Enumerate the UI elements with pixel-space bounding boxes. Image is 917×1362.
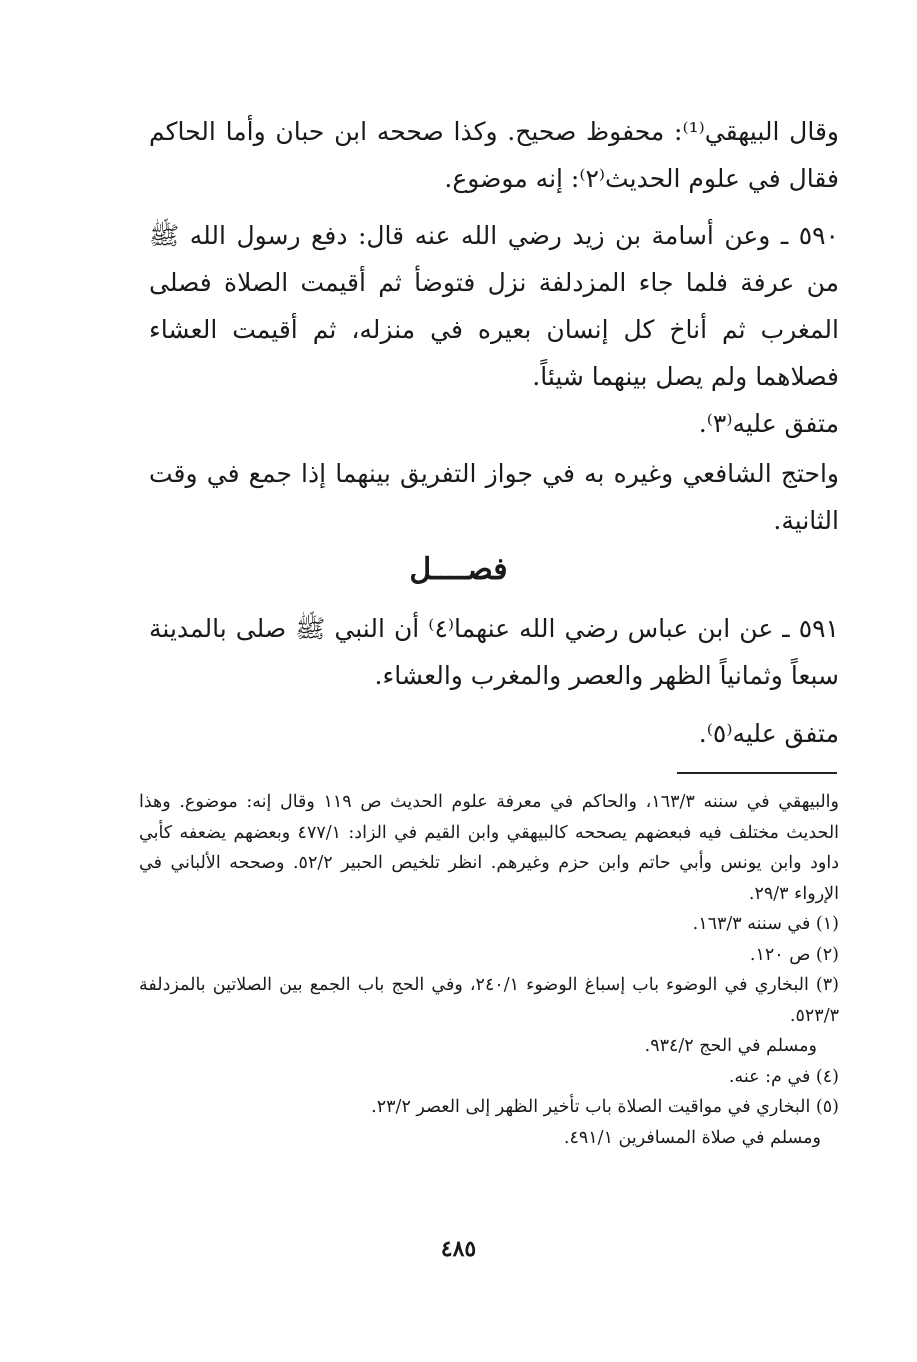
footnote-3-continued: ومسلم في الحج ٩٣٤/٢. [644,1036,817,1056]
hadith-590-source: متفق عليه⁽٣⁾. [698,409,839,438]
paragraph-shafii: واحتج الشافعي وغيره به في جواز التفريق بينهما إذا جمع في وقت الثانية. [149,459,839,535]
hadith-590: ٥٩٠ ـ وعن أسامة بن زيد رضي الله عنه قال: دفع رسول الله ﷺ من عرفة فلما جاء المزدلفة نزل فتوضأ ثم أقيمت الصلاة فصلى المغرب ثم أناخ كل إنسان بعيره في منزله، ثم أقيمت العشاء فصلاهما ولم يصل بينهما شيئاً. [149,221,839,391]
page-number: ٤٨٥ [440,1236,477,1262]
paragraph-bayhaqi: وقال البيهقي⁽¹⁾: محفوظ صحيح. وكذا صححه ابن حبان وأما الحاكم فقال في علوم الحديث⁽٢⁾: إنه موضوع. [149,117,839,193]
footnote-3: (٣) البخاري في الوضوء باب إسباغ الوضوء ٢٤٠/١، وفي الحج باب الجمع بين الصلاتين بالمزدلفة ٥٢٣/٣. [139,975,839,1026]
footnote-5: (٥) البخاري في مواقيت الصلاة باب تأخير الظهر إلى العصر ٢٣/٢. [371,1097,839,1117]
footnote-1: (١) في سننه ١٦٣/٣. [692,914,839,934]
hadith-591-source: متفق عليه⁽٥⁾. [698,719,839,748]
footnotes [139,787,839,1153]
hadith-591: ٥٩١ ـ عن ابن عباس رضي الله عنهما⁽٤⁾ أن النبي ﷺ صلى بالمدينة سبعاً وثمانياً الظهر والعصر والمغرب والعشاء. [149,614,839,690]
section-heading: فصــــل [409,552,508,587]
footnote-divider [677,772,837,774]
footnote-continuation: والبيهقي في سننه ١٦٣/٣، والحاكم في معرفة علوم الحديث ص ١١٩ وقال إنه: موضوع. وهذا الحديث مختلف فيه فبعضهم يصححه كالبيهقي وابن القيم في الزاد: ٤٧٧/١ وبعضهم يضعفه كأبي داود وابن يونس وأبي حاتم وابن حزم وغيرهم. انظر تلخيص الحبير ٥٢/٢. وصححه الألباني في الإرواء ٢٩/٣. [139,792,840,904]
footnote-4: (٤) في م: عنه. [728,1066,839,1087]
footnote-2: (٢) ص ١٢٠. [749,944,839,965]
footnote-5-continued: ومسلم في صلاة المسافرين ٤٩١/١. [563,1127,821,1148]
